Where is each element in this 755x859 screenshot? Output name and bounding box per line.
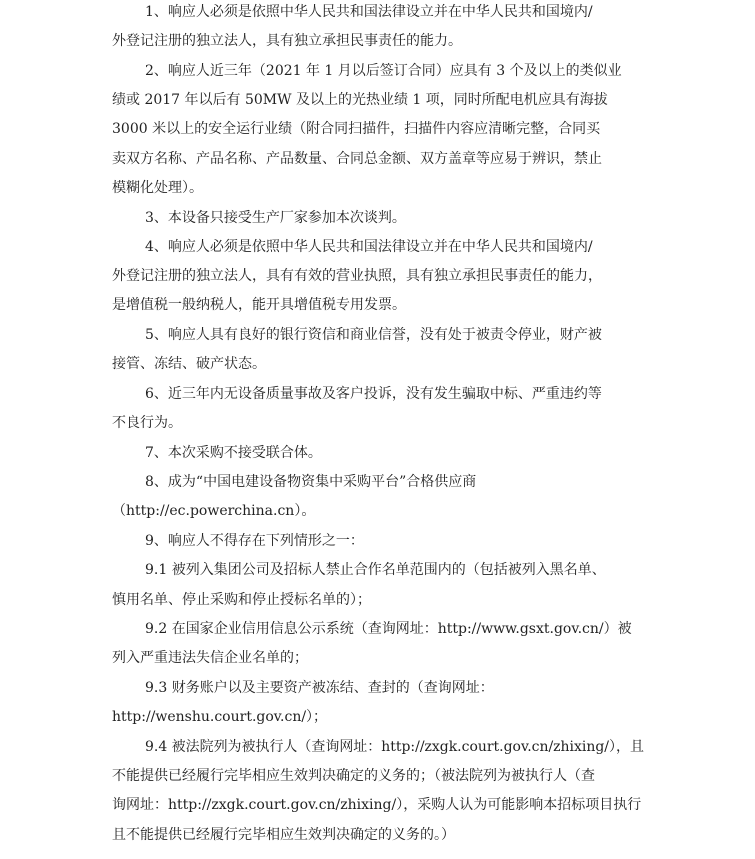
paragraph-9-3-line-1: 9.3 财务账户以及主要资产被冻结、查封的（查询网址： [145, 680, 494, 696]
paragraph-9-2-line-1: 9.2 在国家企业信用信息公示系统（查询网址：http://www.gsxt.gov.cn/）被 [145, 621, 632, 637]
paragraph-8-line-1: 8、成为“中国电建设备物资集中采购平台”合格供应商 [145, 474, 477, 490]
paragraph-7-line-1: 7、本次采购不接受联合体。 [145, 445, 322, 461]
paragraph-9-line-1: 9、响应人不得存在下列情形之一： [145, 533, 364, 549]
paragraph-2-line-2: 绩或 2017 年以后有 50MW 及以上的光热业绩 1 项，同时所配电机应具有海拔 [112, 92, 608, 108]
paragraph-9-4-line-3: 询网址：http://zxgk.court.gov.cn/zhixing/），采购人认为可能影响本招标项目执行 [112, 797, 642, 813]
paragraph-4-line-3: 是增值税一般纳税人，能开具增值税专用发票。 [112, 297, 406, 313]
paragraph-4-line-2: 外登记注册的独立法人，具有有效的营业执照，具有独立承担民事责任的能力， [112, 268, 602, 284]
paragraph-1-line-1: 1、响应人必须是依照中华人民共和国法律设立并在中华人民共和国境内/ [145, 4, 593, 20]
paragraph-8-line-2: （http://ec.powerchina.cn）。 [112, 503, 316, 519]
paragraph-9-1-line-1: 9.1 被列入集团公司及招标人禁止合作名单范围内的（包括被列入黑名单、 [145, 562, 606, 578]
paragraph-6-line-1: 6、近三年内无设备质量事故及客户投诉，没有发生骗取中标、严重违约等 [145, 386, 602, 402]
paragraph-3-line-1: 3、本设备只接受生产厂家参加本次谈判。 [145, 210, 406, 226]
paragraph-9-4-line-2: 不能提供已经履行完毕相应生效判决确定的义务的；（被法院列为被执行人（查 [112, 768, 595, 784]
paragraph-2-line-3: 3000 米以上的安全运行业绩（附合同扫描件，扫描件内容应清晰完整，合同买 [112, 121, 601, 137]
paragraph-6-line-2: 不良行为。 [112, 415, 182, 431]
paragraph-9-4-line-4: 且不能提供已经履行完毕相应生效判决确定的义务的。） [112, 827, 455, 843]
paragraph-5-line-1: 5、响应人具有良好的银行资信和商业信誉，没有处于被责令停业，财产被 [145, 327, 602, 343]
paragraph-9-3-line-2: http://wenshu.court.gov.cn/）； [112, 709, 328, 725]
paragraph-9-2-line-2: 列入严重违法失信企业名单的； [112, 650, 308, 666]
paragraph-4-line-1: 4、响应人必须是依照中华人民共和国法律设立并在中华人民共和国境内/ [145, 239, 593, 255]
paragraph-2-line-1: 2、响应人近三年（2021 年 1 月以后签订合同）应具有 3 个及以上的类似业 [145, 63, 622, 79]
paragraph-9-1-line-2: 慎用名单、停止采购和停止授标名单的）； [112, 592, 371, 608]
paragraph-2-line-5: 模糊化处理）。 [112, 180, 203, 196]
paragraph-1-line-2: 外登记注册的独立法人，具有独立承担民事责任的能力。 [112, 33, 462, 49]
paragraph-9-4-line-1: 9.4 被法院列为被执行人（查询网址：http://zxgk.court.gov.cn/zhixing/），且 [145, 739, 644, 755]
paragraph-2-line-4: 卖双方名称、产品名称、产品数量、合同总金额、双方盖章等应易于辨识，禁止 [112, 151, 602, 167]
paragraph-5-line-2: 接管、冻结、破产状态。 [112, 356, 266, 372]
